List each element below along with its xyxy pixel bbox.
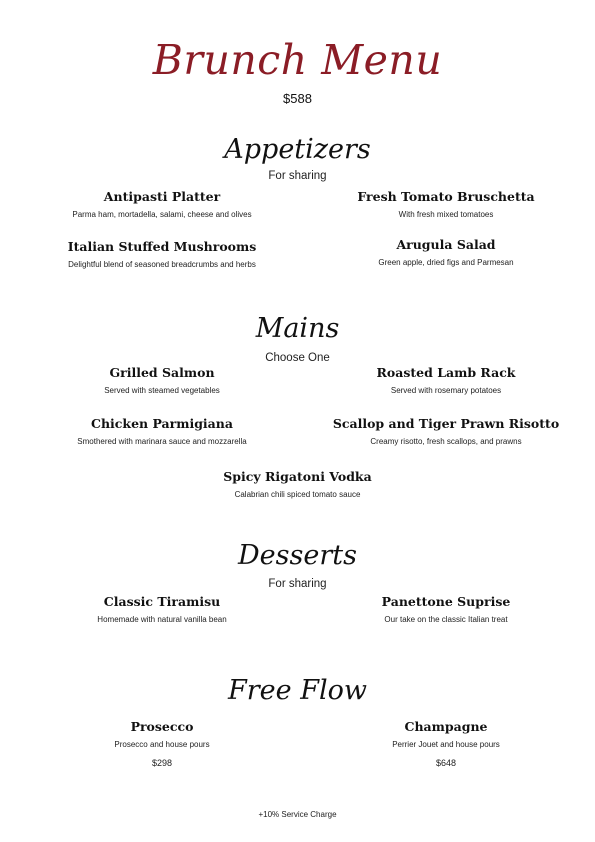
item-description: Served with rosemary potatoes xyxy=(390,386,502,395)
item-description: Homemade with natural vanilla bean xyxy=(97,615,227,624)
item-description: With fresh mixed tomatoes xyxy=(398,210,494,219)
item-price: $298 xyxy=(151,758,173,768)
item-description: Perrier Jouet and house pours xyxy=(392,740,500,749)
section-title-mains: Mains xyxy=(255,313,340,344)
section-title-free-flow: Free Flow xyxy=(228,675,367,706)
service-charge-note: +10% Service Charge xyxy=(258,810,337,819)
item-name: Antipasti Platter xyxy=(103,189,221,204)
section-subtitle-desserts: For sharing xyxy=(268,578,327,590)
menu-item-antipasti-platter xyxy=(12,189,312,220)
section-title-appetizers: Appetizers xyxy=(224,134,371,165)
item-description: Smothered with marinara sauce and mozzarella xyxy=(77,437,247,446)
item-description: Green apple, dried figs and Parmesan xyxy=(378,258,514,267)
item-description: Delightful blend of seasoned breadcrumbs and herbs xyxy=(68,260,256,269)
menu-item-scallop-tiger-prawn-risotto xyxy=(300,416,592,447)
item-name: Panettone Suprise xyxy=(381,594,511,609)
menu-item-fresh-tomato-bruschetta xyxy=(300,189,592,220)
item-description: Creamy risotto, fresh scallops, and prawns xyxy=(370,437,522,446)
menu-item-grilled-salmon xyxy=(12,365,312,396)
menu-item-roasted-lamb-rack xyxy=(300,365,592,396)
menu-item-chicken-parmigiana xyxy=(12,416,312,447)
menu-item-panettone-suprise xyxy=(300,594,592,625)
section-subtitle-mains: Choose One xyxy=(265,352,330,364)
item-price: $648 xyxy=(435,758,457,768)
item-description: Prosecco and house pours xyxy=(114,740,210,749)
menu-item-italian-stuffed-mushrooms xyxy=(12,239,312,270)
section-subtitle-appetizers: For sharing xyxy=(268,170,327,182)
section-title-desserts: Desserts xyxy=(238,540,357,571)
menu-item-prosecco xyxy=(12,719,312,769)
menu-item-classic-tiramisu xyxy=(12,594,312,625)
item-name: Chicken Parmigiana xyxy=(91,416,233,431)
menu-title: Brunch Menu xyxy=(152,36,443,84)
item-description: Parma ham, mortadella, salami, cheese and olives xyxy=(72,210,252,219)
item-name: Arugula Salad xyxy=(396,237,496,252)
menu-item-arugula-salad xyxy=(300,237,592,268)
item-name: Scallop and Tiger Prawn Risotto xyxy=(332,416,560,431)
item-name: Spicy Rigatoni Vodka xyxy=(223,469,372,484)
item-name: Roasted Lamb Rack xyxy=(376,365,516,380)
item-name: Classic Tiramisu xyxy=(103,594,221,609)
menu-item-spicy-rigatoni-vodka xyxy=(0,469,595,500)
item-description: Our take on the classic Italian treat xyxy=(384,615,508,624)
item-name: Prosecco xyxy=(130,719,194,734)
item-name: Italian Stuffed Mushrooms xyxy=(67,239,257,254)
item-name: Champagne xyxy=(404,719,488,734)
item-description: Served with steamed vegetables xyxy=(104,386,220,395)
item-name: Grilled Salmon xyxy=(109,365,215,380)
menu-item-champagne xyxy=(300,719,592,769)
menu-price: $588 xyxy=(283,91,312,106)
item-description: Calabrian chili spiced tomato sauce xyxy=(234,490,361,499)
item-name: Fresh Tomato Bruschetta xyxy=(357,189,535,204)
